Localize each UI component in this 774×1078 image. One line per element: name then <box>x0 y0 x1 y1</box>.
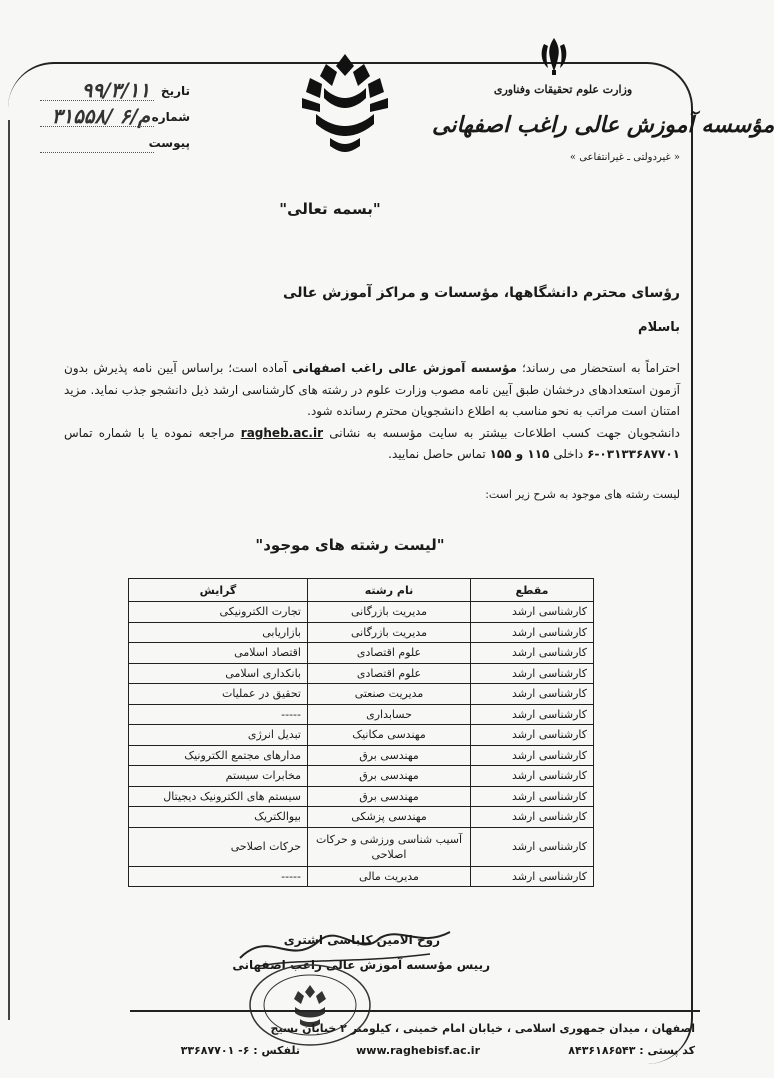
extension-numbers: ۱۱۵ و ۱۵۵ <box>489 447 550 461</box>
date-dotted-line <box>40 100 154 101</box>
page-border-left <box>8 120 10 1020</box>
footer-divider <box>130 1010 700 1012</box>
table-row: کارشناسی ارشد مهندسی برق مدارهای مجتمع الکترونیک <box>129 745 594 766</box>
letter-metadata <box>40 78 190 156</box>
table-row: کارشناسی ارشد مهندسی مکانیک تبدیل انرژی <box>129 725 594 746</box>
table-row: کارشناسی ارشد آسیب شناسی ورزشی و حرکات اصلاحی حرکات اصلاحی <box>129 827 594 866</box>
table-row: کارشناسی ارشد حسابداری ----- <box>129 704 594 725</box>
institute-mention: مؤسسه آموزش عالی راغب اصفهانی <box>292 361 517 375</box>
table-row: کارشناسی ارشد علوم اقتصادی اقتصاد اسلامی <box>129 643 594 664</box>
number-dotted-line <box>40 126 154 127</box>
table-row: کارشناسی ارشد مدیریت صنعتی تحقیق در عملیات <box>129 684 594 705</box>
footer-contacts <box>150 1044 695 1060</box>
website-link[interactable]: ragheb.ac.ir <box>240 425 324 440</box>
table-row: کارشناسی ارشد مدیریت مالی ----- <box>129 866 594 887</box>
letter-body <box>64 358 680 466</box>
list-note: لیست رشته های موجود به شرح زیر است: <box>485 488 680 501</box>
institute-type: « غیردولتی ـ غیرانتفاعی » <box>569 152 680 163</box>
date-row <box>40 78 190 104</box>
table-row: کارشناسی ارشد مهندسی برق مخابرات سیستم <box>129 766 594 787</box>
table-row: کارشناسی ارشد علوم اقتصادی بانکداری اسلامی <box>129 663 594 684</box>
header-degree: مقطع <box>471 579 594 602</box>
header-field: نام رشته <box>308 579 471 602</box>
footer-website[interactable]: www.raghebisf.ac.ir <box>356 1044 480 1057</box>
footer-address: اصفهان ، میدان جمهوری اسلامی ، خیابان امام خمینی ، کیلومتر ۲ خیابان بسیج <box>270 1022 695 1035</box>
official-stamp-icon <box>240 955 380 1050</box>
institute-logo-icon <box>290 46 400 156</box>
body-paragraph-1: احتراماً به استحضار می رساند؛ مؤسسه آموزش عالی راغب اصفهانی آماده است؛ براساس آیین نامه پذیرش بدون آزمون استعدادهای درخشان طبق آیین نامه مصوب وزارت علوم در رشته های کارشناسی ارشد ذیل دانشجو جذب نماید. مزید امتنان است مراتب به نحو مناسب به اطلاع دانشجویان محترم رسانده شود. <box>64 361 680 418</box>
table-row: کارشناسی ارشد مدیریت بازرگانی بازاریابی <box>129 622 594 643</box>
attachment-label: پیوست <box>148 136 190 150</box>
institute-name: مؤسسه آموزش عالی راغب اصفهانی <box>432 112 774 138</box>
phone-number: ۰۳۱۳۳۶۸۷۷۰۱-۶ <box>587 447 680 461</box>
header-track: گرایش <box>129 579 308 602</box>
iran-emblem-icon <box>536 36 572 76</box>
signatory-name: روح الامین کلباسی اشتری <box>283 933 440 947</box>
recipient-line: رؤسای محترم دانشگاهها، مؤسسات و مراکز آموزش عالی <box>283 285 680 301</box>
body-paragraph-2: دانشجویان جهت کسب اطلاعات بیشتر به سایت مؤسسه به نشانی ragheb.ac.ir مراجعه نموده یا با شماره تماس ۰۳۱۳۳۶۸۷۷۰۱-۶ داخلی ۱۱۵ و ۱۵۵ تماس حاصل نمایید. <box>64 425 680 461</box>
fax-number: تلفکس : ۶- ۳۳۶۸۷۷۰۱ <box>180 1044 300 1057</box>
date-label: تاریخ <box>160 84 190 98</box>
greeting: باسلام <box>638 320 680 335</box>
basmala-heading: "بسمه تعالی" <box>279 200 381 218</box>
table-row: کارشناسی ارشد مهندسی پزشکی بیوالکتریک <box>129 807 594 828</box>
attachment-dotted-line <box>40 152 154 153</box>
table-header-row <box>129 579 594 602</box>
list-title: "لیست رشته های موجود" <box>255 536 445 554</box>
number-row <box>40 104 190 130</box>
signatory-title: رییس مؤسسه آموزش عالی راغب اصفهانی <box>232 958 490 972</box>
attachment-row <box>40 130 190 156</box>
number-label: شماره <box>151 110 190 124</box>
ministry-name: وزارت علوم تحقیقات وفناوری <box>493 83 633 96</box>
courses-table <box>128 578 594 887</box>
table-row: کارشناسی ارشد مدیریت بازرگانی تجارت الکترونیکی <box>129 602 594 623</box>
number-value: ۳۱۵۵۸/ م/۶ <box>51 104 150 128</box>
table-row: کارشناسی ارشد مهندسی برق سیستم های الکترونیک دیجیتال <box>129 786 594 807</box>
date-value: ۹۹/۳/۱۱ <box>81 78 150 102</box>
postal-code: کد پستی : ۸۴۳۶۱۸۶۵۴۳ <box>568 1044 695 1057</box>
